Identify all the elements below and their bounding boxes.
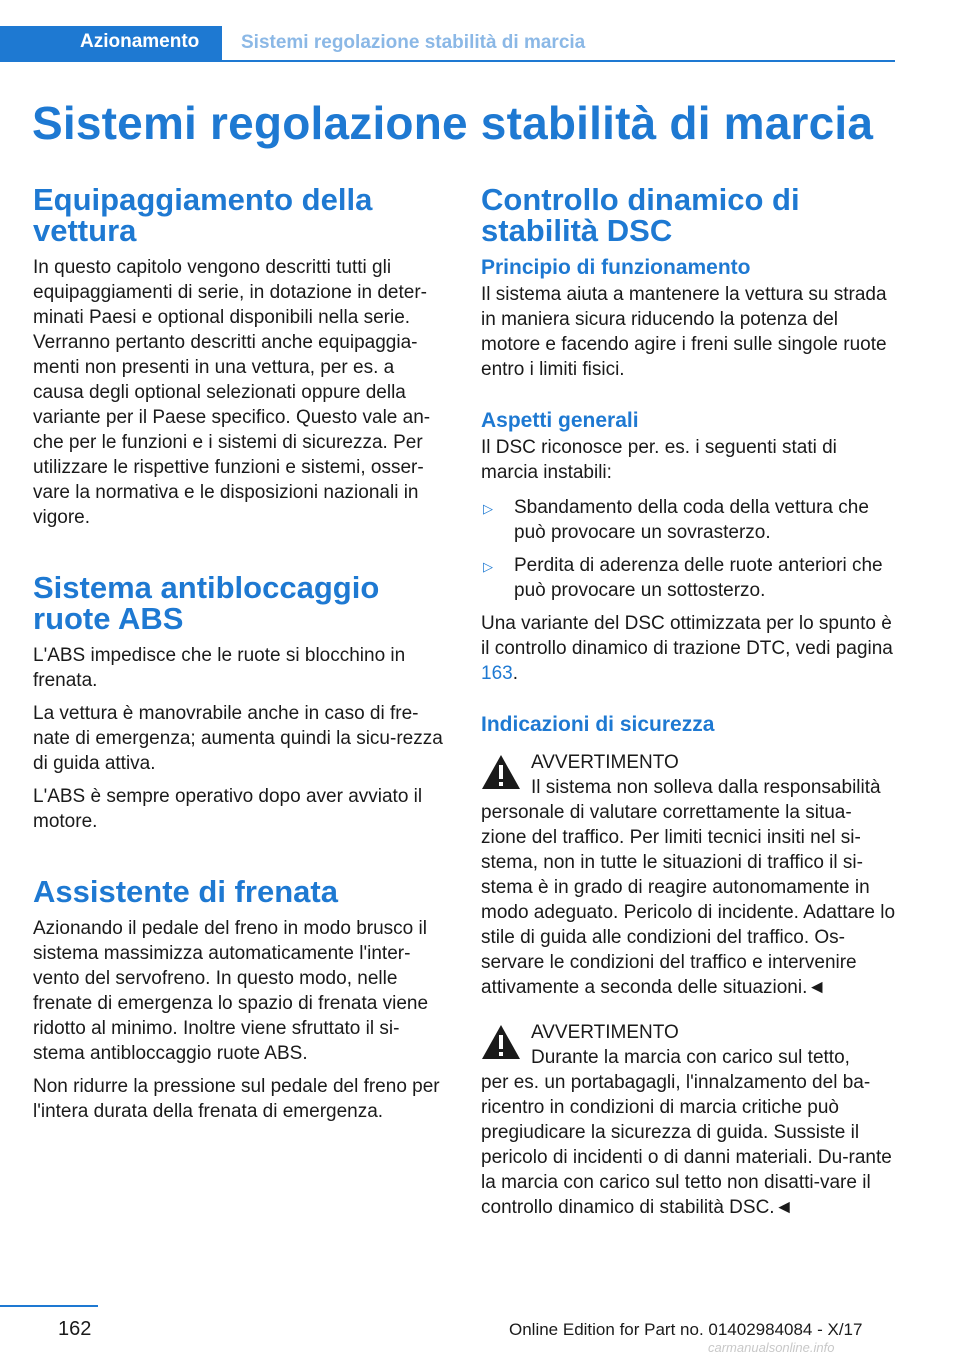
general-heading: Aspetti generali [481,409,639,432]
list-item: ▷ Perdita di aderenza delle ruote anteriori che può provocare un sottosterzo. [483,555,883,601]
triangle-bullet-icon: ▷ [483,559,493,574]
safety-heading: Indicazioni di sicurezza [481,713,715,736]
header-rule [222,60,895,62]
footer-rule [0,1305,98,1307]
warning-lead: Durante la marcia con carico sul tetto, [531,1047,850,1068]
page-number: 162 [58,1318,92,1340]
dsc-heading: Controllo dinamico di stabilità DSC [481,182,800,248]
brake-paragraph-1: Azionando il pedale del freno in modo brusco il sistema massimizza automaticamente l'inter‐vento del servofreno. In questo modo, nelle frenate di emergenza lo spazio di frenata viene ridotto al minimo. Inoltre viene sfruttato il si‐stema antibloccaggio ruote ABS. [33,918,429,1064]
right-column [481,184,896,1228]
brake-paragraph-2: Non ridurre la pressione sul pedale del freno per l'intera durata della frenata di emergenza. [33,1076,440,1122]
warning-triangle-icon [481,754,521,790]
principle-text: Il sistema aiuta a mantenere la vettura su strada in maniera sicura riducendo la potenza del motore e facendo agire i freni sulle singole ruote entro i limiti fisici. [481,284,887,380]
page-title: Sistemi regolazione stabilità di marcia [32,97,874,149]
equip-heading: Equipaggiamento della vettura [33,182,373,248]
principle-heading: Principio di funzionamento [481,256,751,279]
header-section: Sistemi regolazione stabilità di marcia [241,32,586,53]
brake-assist-heading: Assistente di frenata [33,874,338,909]
triangle-bullet-icon: ▷ [483,501,493,516]
abs-heading: Sistema antibloccaggio ruote ABS [33,570,380,636]
warning-body: personale di valutare correttamente la situa‐zione del traffico. Per limiti tecnici insiti nel si‐stema, non in tutte le situazioni di traffico il si‐stema è in grado di reagire autonomamente in modo adeguato. Pericolo di incidente. Adattare lo stile di guida alle condizioni del traffico. Os‐servare le condizioni del traffico e intervenire attivamente a seconda delle situazioni.◄ [481,802,896,998]
left-column [33,184,447,1132]
warning-lead: Il sistema non solleva dalla responsabilità [531,777,881,798]
abs-paragraph-1: L'ABS impedisce che le ruote si blocchino in frenata. [33,645,406,691]
warning-block-1 [481,750,896,1000]
variant-text: Una variante del DSC ottimizzata per lo spunto è il controllo dinamico di trazione DTC, vedi pagina 163. [481,613,893,684]
header-chapter: Azionamento [80,31,200,52]
warning-body: per es. un portabagagli, l'innalzamento del ba‐ricentro in condizioni di marcia critiche può pregiudicare la sicurezza di guida. Sussiste il pericolo di incidenti o di danni materiali. Du‐rante la marcia con carico sul tetto non disatti‐vare il controllo dinamico di stabilità DSC.◄ [481,1072,892,1218]
warning-triangle-icon [481,1024,521,1060]
general-text: Il DSC riconosce per. es. i seguenti stati di marcia instabili: [481,437,837,483]
warning-block-2 [481,1020,896,1220]
list-item: ▷ Sbandamento della coda della vettura che può provocare un sovrasterzo. [483,497,869,543]
warning-title: AVVERTIMENTO [531,1022,679,1043]
page-header [0,26,895,62]
warning-title: AVVERTIMENTO [531,752,679,773]
equip-text: In questo capitolo vengono descritti tutti gli equipaggiamenti di serie, in dotazione in deter‐minati Paesi e optional disponibili nella serie. Verranno pertanto descritti anche equipaggia‐menti non presenti in una vettura, per es. a causa degli optional selezionati oppure della variante per il Paese specifico. Questo vale an‐che per le funzioni e i sistemi di sicurezza. Per utilizzare le rispettive funzioni e sistemi, osser‐vare la normativa e le disposizioni nazionali in vigore. [33,257,431,528]
edition-note: Online Edition for Part no. 01402984084 - X/17 [509,1320,863,1339]
watermark: carmanualsonline.info [708,1340,835,1355]
instability-list [481,495,896,603]
abs-paragraph-3: L'ABS è sempre operativo dopo aver avviato il motore. [33,786,423,832]
page-link[interactable]: 163 [481,663,513,684]
abs-paragraph-2: La vettura è manovrabile anche in caso di fre‐nate di emergenza; aumenta quindi la sicu‐rezza di guida attiva. [33,703,443,774]
